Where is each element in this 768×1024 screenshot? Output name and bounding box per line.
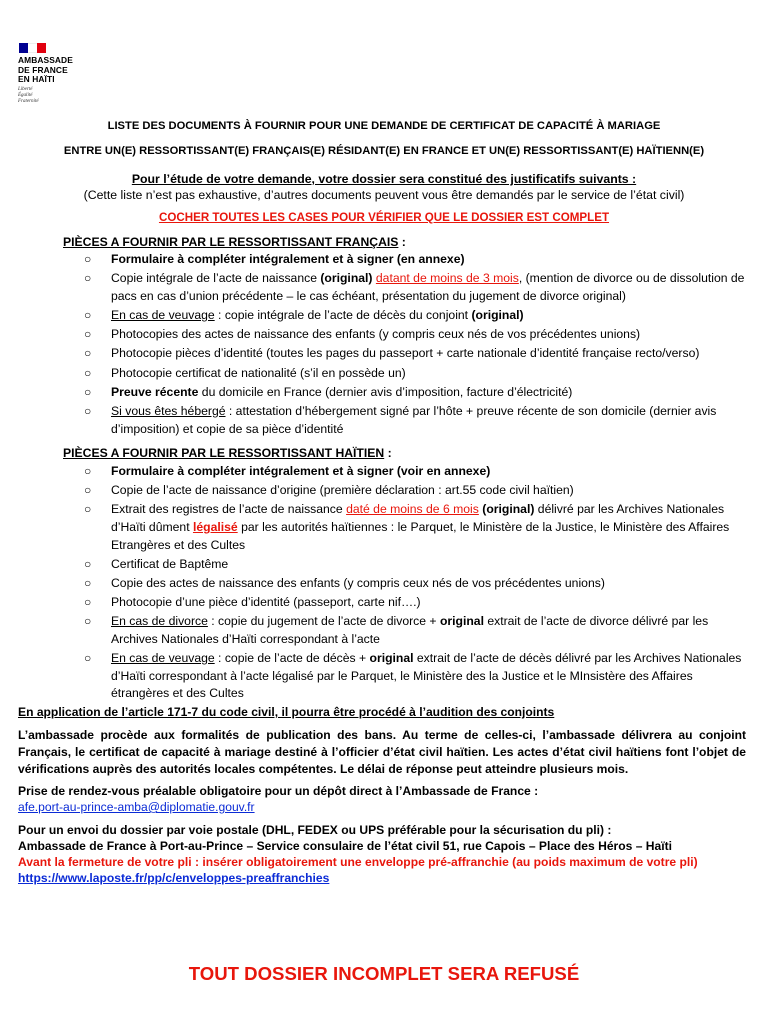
list-item xyxy=(0,270,768,305)
item-condition: En cas de veuvage xyxy=(111,651,215,666)
item-text: extrait de l’acte de divorce délivré par les Archives Nationales d’Haïti correspondant à l’acte xyxy=(111,614,709,646)
item-bold: (original) xyxy=(482,502,535,517)
logo-line-3: EN HAÏTI xyxy=(18,74,55,85)
list-item xyxy=(0,307,768,325)
french-flag-icon xyxy=(19,43,46,53)
item-condition: En cas de divorce xyxy=(111,614,208,629)
ambassade-paragraph: L’ambassade procède aux formalités de publication des bans. Au terme de celles-ci, l’ambassade délivrera au conjoint Français, le certificat de capacité à mariage destiné à l’officier d’état civil haïtien. Les actes d’état civil haïtiens font l’objet de vérifications auprès des autorités locales compétentes. Le délai de réponse peut atteindre plusieurs mois. xyxy=(18,728,746,776)
item-text: Extrait des registres de l’acte de naissance xyxy=(111,502,347,517)
checkbox-circle-icon[interactable]: ○ xyxy=(84,575,92,590)
checklist-instruction: COCHER TOUTES LES CASES POUR VÉRIFIER QUE LE DOSSIER EST COMPLET xyxy=(158,211,610,224)
item-highlight: datant de moins de 3 mois xyxy=(375,271,519,286)
list-item xyxy=(0,463,768,481)
checkbox-circle-icon[interactable]: ○ xyxy=(84,271,92,286)
item-text: : copie du jugement de l’acte de divorce + xyxy=(207,614,440,629)
item-text: , (mention de divorce ou de dissolution de pacs en cas d’union précédente – le cas échéant, présentation du jugement de divorce original) xyxy=(111,271,745,303)
item-bold: original xyxy=(369,651,414,666)
item-text: par les autorités haïtiennes : le Parquet, le Ministère de la Justice, le Ministère des Affaires Etrangères et des Cultes xyxy=(111,519,730,552)
embassy-logo xyxy=(18,43,128,105)
item-bold: Preuve récente xyxy=(111,384,199,399)
document-title-line-1: LISTE DES DOCUMENTS À FOURNIR POUR UNE DEMANDE DE CERTIFICAT DE CAPACITÉ À MARIAGE xyxy=(107,120,661,132)
list-item xyxy=(0,365,768,383)
item-bold: (original) xyxy=(471,307,524,322)
checkbox-circle-icon[interactable]: ○ xyxy=(84,252,92,266)
list-item xyxy=(0,501,768,554)
checkbox-circle-icon[interactable]: ○ xyxy=(84,595,92,610)
laposte-link[interactable]: https://www.laposte.fr/pp/c/enveloppes-preaffranchies xyxy=(18,871,330,885)
logo-line-1: AMBASSADE xyxy=(18,55,73,65)
checkbox-circle-icon[interactable]: ○ xyxy=(84,614,92,629)
french-documents-list xyxy=(0,251,768,440)
checkbox-circle-icon[interactable]: ○ xyxy=(84,464,92,478)
item-condition: En cas de veuvage xyxy=(111,307,215,322)
list-item xyxy=(0,345,768,363)
list-item xyxy=(0,251,768,269)
list-item xyxy=(0,556,768,574)
section-haitian-title: PIÈCES A FOURNIR PAR LE RESSORTISSANT HAÏTIEN xyxy=(63,446,385,460)
checkbox-circle-icon[interactable]: ○ xyxy=(84,556,92,571)
checkbox-circle-icon[interactable]: ○ xyxy=(84,327,92,342)
checkbox-circle-icon[interactable]: ○ xyxy=(84,403,92,418)
item-text: Photocopie certificat de nationalité (s’il en possède un) xyxy=(111,365,406,380)
postal-warning: Avant la fermeture de votre pli : insérer obligatoirement une enveloppe pré-affranchie (au poids maximum de votre pli) xyxy=(18,855,698,869)
checkbox-circle-icon[interactable]: ○ xyxy=(84,346,92,361)
item-text: : copie de l’acte de décès + xyxy=(214,651,370,666)
item-text: Copie intégrale de l’acte de naissance xyxy=(111,271,321,286)
list-item xyxy=(0,384,768,402)
section-french-title: PIÈCES A FOURNIR PAR LE RESSORTISSANT FRANÇAIS xyxy=(63,235,399,249)
item-highlight: légalisé xyxy=(192,519,238,534)
item-condition: Si vous êtes hébergé xyxy=(111,403,226,418)
logo-line-2: DE FRANCE xyxy=(18,64,68,75)
item-text: du domicile en France (dernier avis d’imposition, facture d’électricité) xyxy=(198,384,573,399)
item-text: Formulaire à compléter intégralement et à signer (voir en annexe) xyxy=(111,464,491,478)
list-item xyxy=(0,650,768,703)
item-text: Copie de l’acte de naissance d’origine (première déclaration : art.55 code civil haïtien) xyxy=(111,483,574,498)
list-item xyxy=(0,594,768,612)
checkbox-circle-icon[interactable]: ○ xyxy=(84,307,92,322)
item-bold: original xyxy=(439,614,484,629)
article-notice: En application de l’article 171-7 du code civil, il pourra être procédé à l’audition des conjoints xyxy=(18,705,555,719)
item-highlight: daté de moins de 6 mois xyxy=(346,502,479,517)
list-item xyxy=(0,575,768,593)
item-text: Copie des actes de naissance des enfants (y compris ceux nés de vos précédentes unions) xyxy=(111,575,605,590)
section-french-heading xyxy=(63,235,406,249)
document-title-line-2: ENTRE UN(E) RESSORTISSANT(E) FRANÇAIS(E) RÉSIDANT(E) EN FRANCE ET UN(E) RESSORTISSANT(E) HAÏTIENN(E) xyxy=(63,145,705,157)
item-text: Certificat de Baptême xyxy=(111,556,229,571)
section-haitian-heading xyxy=(63,446,392,460)
checkbox-circle-icon[interactable]: ○ xyxy=(84,365,92,380)
checkbox-circle-icon[interactable]: ○ xyxy=(84,384,92,399)
rdv-text: Prise de rendez-vous préalable obligatoire pour un dépôt direct à l’Ambassade de France : xyxy=(18,784,539,798)
haitian-documents-list xyxy=(0,463,768,704)
item-text: extrait de l’acte de décès délivré par les Archives Nationales d’Haïti correspondant à l’acte légalisé par le Parquet, le Ministère des la Justice et le MInsistère des Affaires étrangères et des Cultes xyxy=(111,651,742,701)
list-item xyxy=(0,482,768,500)
incomplete-refusal-notice: TOUT DOSSIER INCOMPLET SERA REFUSÉ xyxy=(188,963,580,984)
motto-fraternite: Fraternité xyxy=(18,98,39,104)
item-text: Photocopie pièces d’identité (toutes les pages du passeport + carte nationale d’identité française recto/verso) xyxy=(111,346,700,361)
item-text: Photocopies des actes de naissance des enfants (y compris ceux nés de vos précédentes unions) xyxy=(111,327,641,342)
postal-address: Ambassade de France à Port-au-Prince – Service consulaire de l’état civil 51, rue Capois – Place des Héros – Haïti xyxy=(18,839,673,853)
item-bold: (original) xyxy=(320,271,373,286)
postal-line-1: Pour un envoi du dossier par voie postale (DHL, FEDEX ou UPS préférable pour la sécurisation du pli) : xyxy=(18,823,612,837)
checkbox-circle-icon[interactable]: ○ xyxy=(84,483,92,498)
item-text: : copie intégrale de l’acte de décès du conjoint xyxy=(214,307,472,322)
embassy-email-link[interactable]: afe.port-au-prince-amba@diplomatie.gouv.fr xyxy=(18,800,255,814)
motto-liberte: Liberté xyxy=(18,86,33,92)
section-french-colon: : xyxy=(398,235,406,249)
list-item xyxy=(0,326,768,344)
item-text: délivré par les Archives Nationales d’Haïti dûment xyxy=(111,502,725,534)
item-text: Photocopie d’une pièce d’identité (passeport, carte nif….) xyxy=(111,595,421,610)
section-haitian-colon: : xyxy=(384,446,392,460)
logo-motto xyxy=(18,87,128,105)
checkbox-circle-icon[interactable]: ○ xyxy=(84,651,92,666)
intro-note: (Cette liste n’est pas exhaustive, d’autres documents peuvent vous être demandés par le service de l’état civil) xyxy=(83,188,685,202)
checkbox-circle-icon[interactable]: ○ xyxy=(84,502,92,517)
motto-egalite: Égalité xyxy=(18,92,33,98)
item-text: : attestation d’hébergement signé par l’hôte + preuve récente de son domicile (dernier avis d’imposition) et copie de sa pièce d’identité xyxy=(111,403,717,436)
intro-heading: Pour l’étude de votre demande, votre dossier sera constitué des justificatifs suivants : xyxy=(131,172,637,186)
list-item xyxy=(0,613,768,648)
list-item xyxy=(0,403,768,438)
item-text: Formulaire à compléter intégralement et à signer (en annexe) xyxy=(111,252,465,266)
